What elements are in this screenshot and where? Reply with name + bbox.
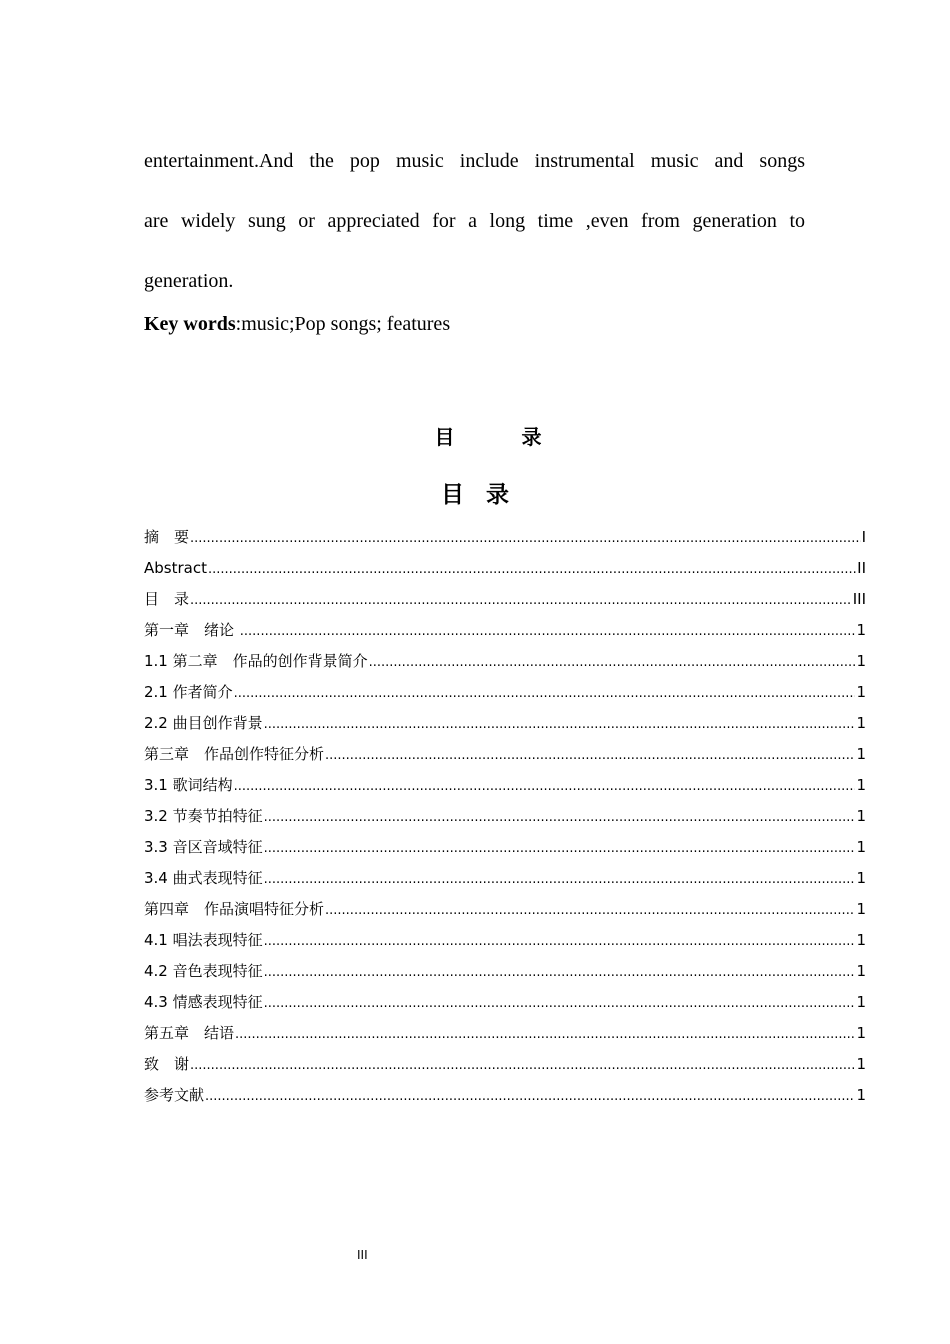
toc-entry[interactable] <box>144 770 866 801</box>
table-of-contents <box>144 522 866 1111</box>
toc-dot-leader <box>208 554 856 584</box>
toc-entry[interactable] <box>144 863 866 894</box>
abstract-paragraph <box>144 131 805 311</box>
toc-entry-page: III <box>852 590 866 608</box>
toc-dot-leader <box>264 802 856 832</box>
toc-dot-leader <box>264 926 856 956</box>
toc-entry[interactable] <box>144 677 866 708</box>
toc-entry-title: 参考文献 <box>144 1086 205 1104</box>
toc-entry-page: II <box>857 559 866 577</box>
toc-entry[interactable] <box>144 956 866 987</box>
toc-dot-leader <box>264 864 856 894</box>
toc-entry-title: 3.3 音区音域特征 <box>144 838 263 856</box>
toc-entry-title: 2.2 曲目创作背景 <box>144 714 263 732</box>
toc-entry-title: 4.2 音色表现特征 <box>144 962 263 980</box>
toc-dot-leader <box>234 771 856 801</box>
toc-entry-page: 1 <box>856 931 866 949</box>
toc-entry[interactable] <box>144 925 866 956</box>
toc-entry-page: 1 <box>856 714 866 732</box>
toc-entry-title: 1.1 第二章 作品的创作背景简介 <box>144 652 368 670</box>
toc-entry-page: 1 <box>856 838 866 856</box>
toc-entry-title: 摘 要 <box>144 528 190 546</box>
toc-entry[interactable] <box>144 522 866 553</box>
toc-dot-leader <box>234 678 856 708</box>
keywords-label: Key words <box>144 313 236 335</box>
toc-entry[interactable] <box>144 708 866 739</box>
toc-entry[interactable] <box>144 1018 866 1049</box>
toc-entry[interactable] <box>144 832 866 863</box>
toc-entry-page: 1 <box>856 900 866 918</box>
keywords-line <box>144 309 450 339</box>
toc-entry[interactable] <box>144 894 866 925</box>
toc-entry[interactable] <box>144 1049 866 1080</box>
toc-entry-title: 4.3 情感表现特征 <box>144 993 263 1011</box>
toc-entry-page: 1 <box>856 807 866 825</box>
toc-dot-leader <box>240 616 856 646</box>
toc-entry-page: 1 <box>856 869 866 887</box>
toc-heading-primary: 目 录 <box>434 425 542 449</box>
footer-page-number: III <box>357 1248 368 1262</box>
toc-entry-page: I <box>861 528 866 546</box>
toc-entry-page: 1 <box>856 1086 866 1104</box>
abstract-line: generation. <box>144 270 234 292</box>
toc-dot-leader <box>264 957 856 987</box>
toc-entry-title: 3.4 曲式表现特征 <box>144 869 263 887</box>
toc-entry-title: 3.2 节奏节拍特征 <box>144 807 263 825</box>
toc-entry-page: 1 <box>856 621 866 639</box>
toc-entry-page: 1 <box>856 1055 866 1073</box>
toc-dot-leader <box>264 833 856 863</box>
toc-entry[interactable] <box>144 739 866 770</box>
toc-entry-page: 1 <box>856 745 866 763</box>
abstract-line: entertainment.And the pop music include instrumental music and songs <box>144 150 805 172</box>
toc-entry-title: 2.1 作者简介 <box>144 683 233 701</box>
toc-entry-title: Abstract <box>144 559 207 577</box>
toc-dot-leader <box>325 895 855 925</box>
toc-entry-page: 1 <box>856 683 866 701</box>
toc-entry[interactable] <box>144 615 866 646</box>
toc-dot-leader <box>325 740 855 770</box>
toc-entry-title: 致 谢 <box>144 1055 190 1073</box>
toc-entry-page: 1 <box>856 962 866 980</box>
abstract-line: are widely sung or appreciated for a long time ,even from generation to <box>144 210 805 232</box>
toc-entry-page: 1 <box>856 993 866 1011</box>
toc-entry[interactable] <box>144 1080 866 1111</box>
toc-dot-leader <box>205 1081 855 1111</box>
toc-entry-title: 第一章 绪论 <box>144 621 239 639</box>
keywords-text: :music;Pop songs; features <box>235 313 451 335</box>
toc-entry[interactable] <box>144 553 866 584</box>
toc-entry-title: 3.1 歌词结构 <box>144 776 233 794</box>
toc-heading-secondary: 目 录 <box>440 482 509 508</box>
toc-dot-leader <box>369 647 856 677</box>
toc-dot-leader <box>235 1019 855 1049</box>
toc-entry-page: 1 <box>856 1024 866 1042</box>
toc-entry-page: 1 <box>856 652 866 670</box>
toc-dot-leader <box>190 523 861 553</box>
toc-dot-leader <box>264 709 856 739</box>
toc-entry-title: 第三章 作品创作特征分析 <box>144 745 325 763</box>
toc-entry[interactable] <box>144 646 866 677</box>
toc-entry-title: 第四章 作品演唱特征分析 <box>144 900 325 918</box>
toc-entry[interactable] <box>144 584 866 615</box>
toc-entry-page: 1 <box>856 776 866 794</box>
toc-entry[interactable] <box>144 801 866 832</box>
toc-entry-title: 第五章 结语 <box>144 1024 235 1042</box>
toc-entry-title: 目 录 <box>144 590 190 608</box>
toc-entry-title: 4.1 唱法表现特征 <box>144 931 263 949</box>
toc-entry[interactable] <box>144 987 866 1018</box>
toc-dot-leader <box>190 1050 855 1080</box>
toc-dot-leader <box>264 988 856 1018</box>
toc-dot-leader <box>190 585 852 615</box>
